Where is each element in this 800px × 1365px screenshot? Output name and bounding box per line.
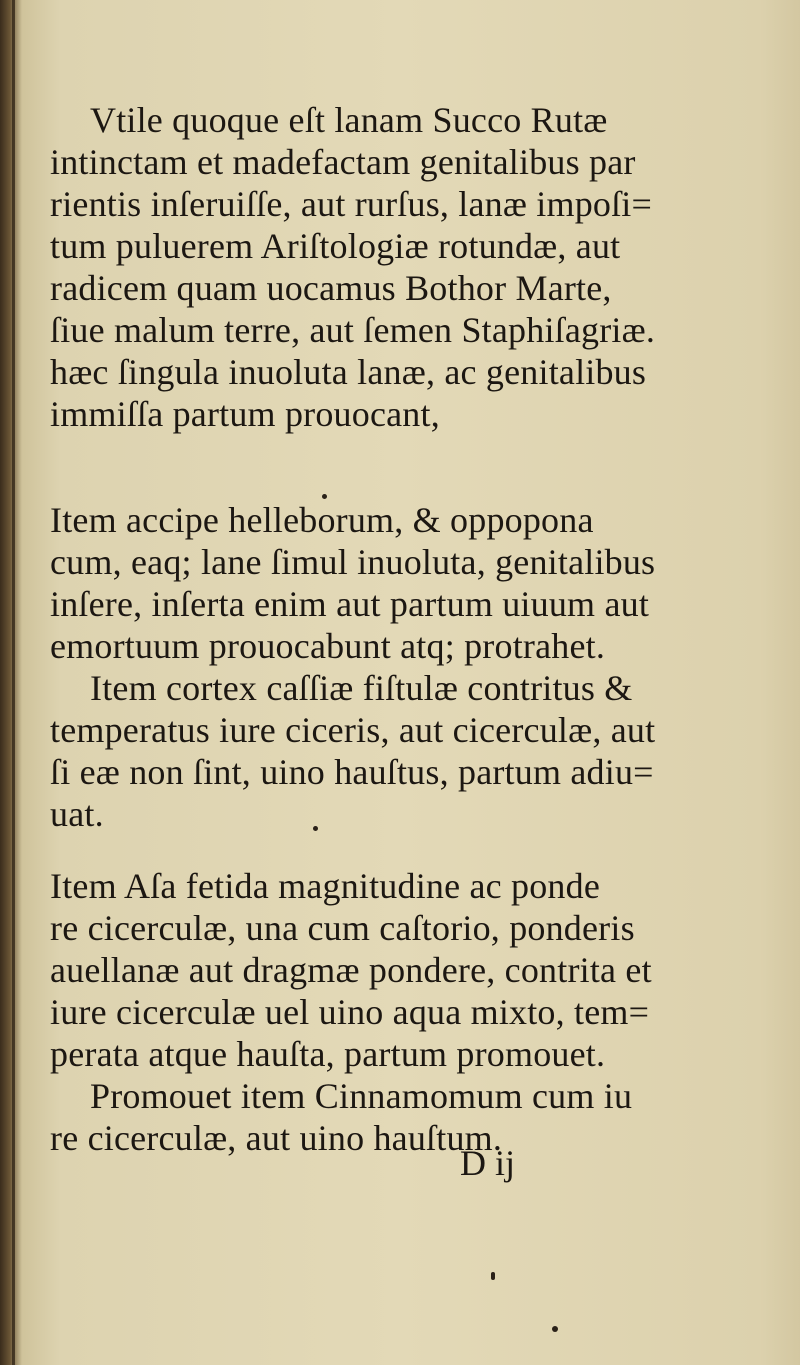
- text-line: Item cortex caſſiæ fiſtulæ contritus &: [90, 668, 633, 708]
- text-line: perata atque hauſta, partum promouet.: [50, 1034, 606, 1074]
- text-line: hæc ſingula inuoluta lanæ, ac genitalibus: [50, 352, 647, 392]
- ink-speck: [313, 826, 318, 831]
- text-line: ſi eæ non ſint, uino hauſtus, partum adiu=: [50, 752, 654, 792]
- text-line: Item Aſa fetida magnitudine ac ponde: [50, 866, 601, 906]
- text-line: uat.: [50, 794, 104, 834]
- text-line: immiſſa partum prouocant,: [50, 394, 440, 434]
- text-line: Vtile quoque eſt lanam Succo Rutæ: [90, 100, 608, 140]
- text-line: auellanæ aut dragmæ pondere, contrita et: [50, 950, 652, 990]
- book-spine-edge: [12, 0, 15, 1365]
- text-line: Promouet item Cinnamomum cum iu: [90, 1076, 633, 1116]
- text-line: re cicerculæ, aut uino hauſtum.: [50, 1118, 503, 1158]
- text-line: radicem quam uocamus Bothor Marte,: [50, 268, 612, 308]
- text-line: tum puluerem Ariſtologiæ rotundæ, aut: [50, 226, 621, 266]
- ink-speck: [322, 494, 327, 499]
- text-line: temperatus iure ciceris, aut cicerculæ, aut: [50, 710, 656, 750]
- text-line: rientis inſeruiſſe, aut rurſus, lanæ impoſi=: [50, 184, 653, 224]
- text-line: ſiue malum terre, aut ſemen Staphiſagriæ.: [50, 310, 656, 350]
- text-line: cum, eaq; lane ſimul inuoluta, genitalibus: [50, 542, 656, 582]
- text-line: Item accipe helleborum, & oppopona: [50, 500, 594, 540]
- text-line: re cicerculæ, una cum caſtorio, ponderis: [50, 908, 635, 948]
- text-line: iure cicerculæ uel uino aqua mixto, tem=: [50, 992, 650, 1032]
- signature-mark: D ij: [460, 1143, 516, 1183]
- text-line: inſere, inſerta enim aut partum uiuum aut: [50, 584, 650, 624]
- ink-speck: [491, 1272, 495, 1280]
- text-line: intinctam et madefactam genitalibus par: [50, 142, 636, 182]
- text-line: emortuum prouocabunt atq; protrahet.: [50, 626, 606, 666]
- ink-speck: [552, 1326, 558, 1332]
